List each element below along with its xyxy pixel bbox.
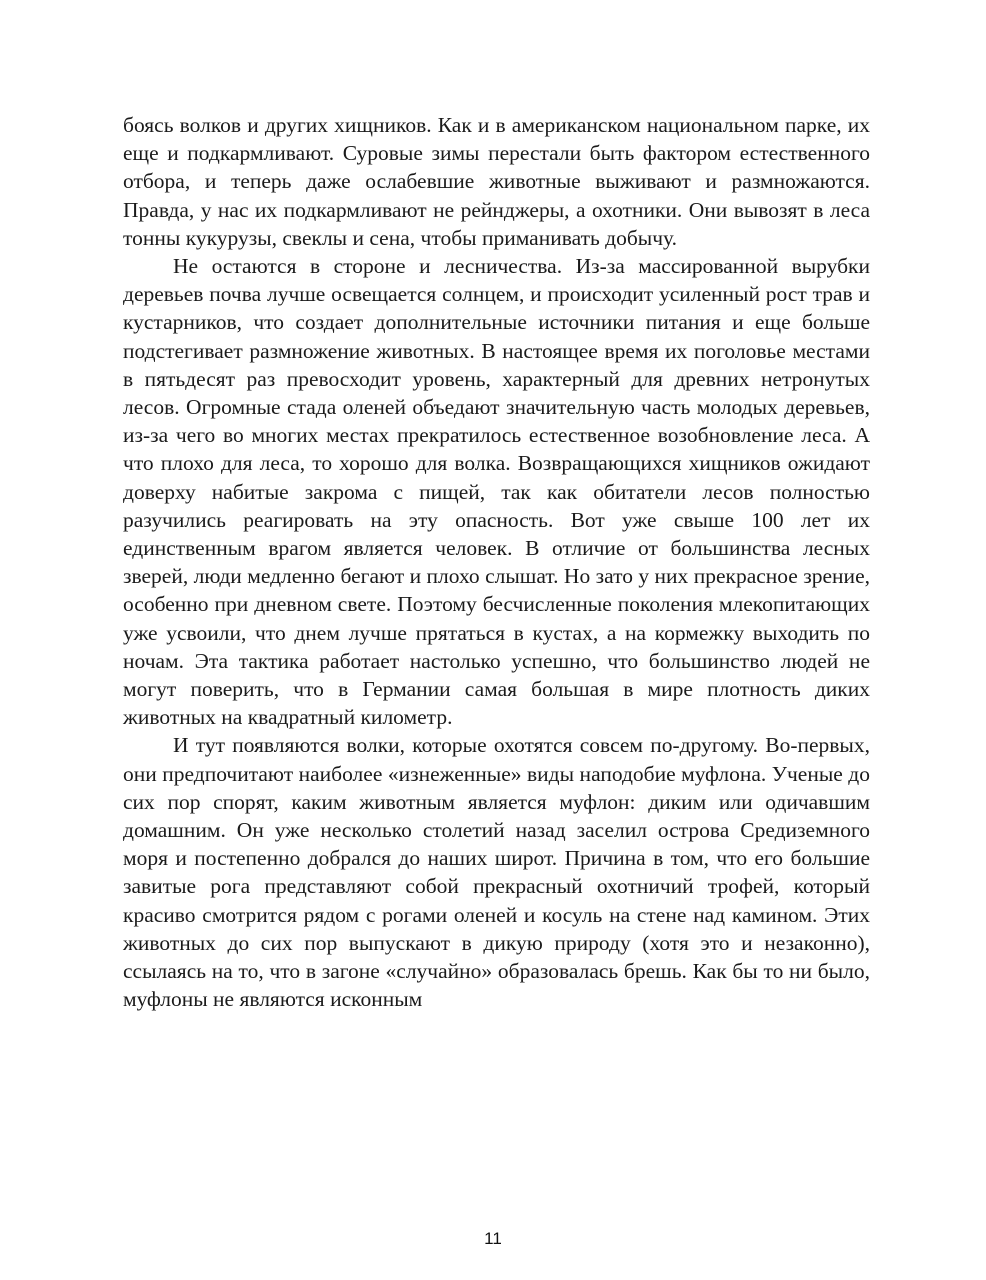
paragraph: И тут появляются волки, которые охотятся совсем по-другому. Во-первых, они предпочитают наиболее «изнеженные» виды наподобие муфлона. Ученые до сих пор спорят, каким животным является муфлон: диким или одичавшим домашним. Он уже несколько столетий назад заселил острова Средиземного моря и постепенно добрался до наших широт. Причина в том, что его большие завитые рога представляют собой прекрасный охотничий трофей, который красиво смотрится рядом с рогами оленей и косуль на стене над камином. Этих животных до сих пор выпускают в дикую природу (хотя это и незаконно), ссылаясь на то, что в загоне «случайно» образовалась брешь. Как бы то ни было, муфлоны не являются исконным	[123, 733, 870, 1012]
page-number: 11	[484, 1229, 502, 1248]
paragraph: Не остаются в стороне и лесничества. Из-за массированной вырубки деревьев почва лучше освещается солнцем, и происходит усиленный рост трав и кустарников, что создает дополнительные источники питания и еще больше подстегивает размножение животных. В настоящее время их поголовье местами в пятьдесят раз превосходит уровень, характерный для древних нетронутых лесов. Огромные стада оленей объедают значительную часть молодых деревьев, из-за чего во многих местах прекратилось естественное возобновление леса. А что плохо для леса, то хорошо для волка. Возвращающихся хищников ожидают доверху набитые закрома с пищей, так как обитатели лесов полностью разучились реагировать на эту опасность. Вот уже свыше 100 лет их единственным врагом является человек. В отличие от большинства лесных зверей, люди медленно бегают и плохо слышат. Но зато у них прекрасное зрение, особенно при дневном свете. Поэтому бесчисленные поколения млекопитающих уже усвоили, что днем лучше прятаться в кустах, а на кормежку выходить по ночам. Эта тактика работает настолько успешно, что большинство людей не могут поверить, что в Германии самая большая в мире плотность диких животных на квадратный километр.	[123, 254, 870, 730]
paragraph: боясь волков и других хищников. Как и в американском национальном парке, их еще и подкармливают. Суровые зимы перестали быть фактором естественного отбора, и теперь даже ослабевшие животные выживают и размножаются. Правда, у нас их подкармливают не рейнджеры, а охотники. Они вывозят в леса тонны кукурузы, свеклы и сена, чтобы приманивать добычу.	[123, 113, 870, 250]
body-text	[123, 111, 870, 1014]
